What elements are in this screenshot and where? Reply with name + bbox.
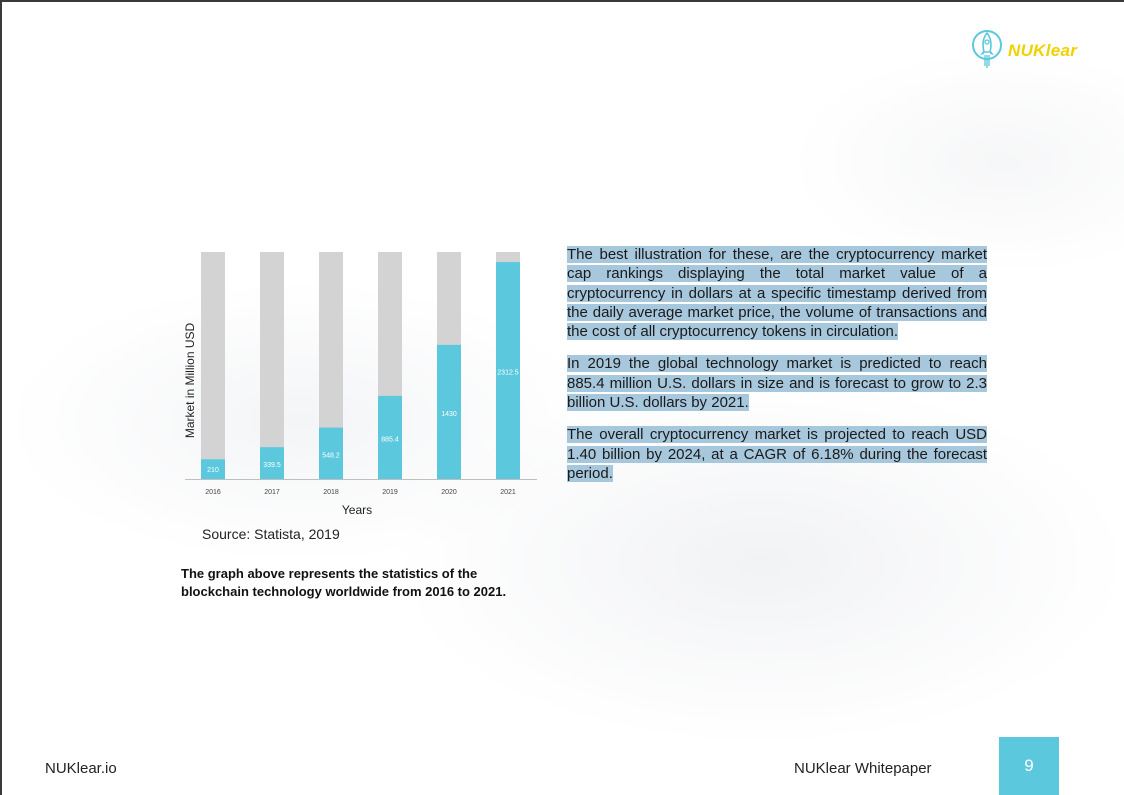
x-axis-label: Years [341, 503, 373, 517]
logo-text: NUKlear [1008, 40, 1078, 60]
x-tick-label: 2018 [323, 489, 339, 496]
chart-svg [177, 242, 547, 527]
footer-doc-title: NUKlear Whitepaper [794, 760, 932, 777]
footer-site-link[interactable]: NUKlear.io [45, 760, 117, 777]
x-tick-label: 2016 [205, 489, 221, 496]
highlighted-text[interactable]: The overall cryptocurrency market is projected to reach USD 1.40 billion by 2024, at a CAGR of 6.18% during the forecast period. [567, 426, 987, 482]
highlighted-text[interactable]: In 2019 the global technology market is predicted to reach 885.4 million U.S. dollars in size and is forecast to grow to 2.3 billion U.S. dollars by 2021. [567, 355, 987, 412]
x-tick-label: 2021 [500, 489, 516, 496]
x-tick-label: 2020 [441, 489, 457, 496]
bar-data-label: 339.5 [263, 462, 281, 470]
bar-data-label: 885.4 [381, 436, 399, 444]
bar-data-label: 2312.5 [497, 369, 519, 377]
chart-source: Source: Statista, 2019 [202, 526, 340, 542]
bar-background [201, 252, 225, 479]
paragraph-1 [567, 245, 987, 341]
bar-data-label: 210 [207, 467, 219, 475]
paragraph-2 [567, 354, 987, 412]
rocket-icon [970, 28, 1004, 73]
brand-logo[interactable] [970, 28, 1077, 73]
body-text-column [567, 245, 987, 496]
highlighted-text[interactable]: The best illustration for these, are the cryptocurrency market cap rankings displaying the total market value of a cryptocurrency in dollars at a specific timestamp derived from the daily average market price, the volume of transactions and the cost of all cryptocurrency tokens in circulation. [567, 246, 987, 341]
page-number: 9 [999, 737, 1059, 795]
paragraph-3 [567, 425, 987, 483]
market-bar-chart [177, 242, 547, 527]
bar-background [260, 252, 284, 479]
chart-caption: The graph above represents the statistics of the blockchain technology worldwide from 2016 to 2021. [181, 566, 507, 599]
y-axis-label: Market in Million USD [183, 322, 197, 439]
x-tick-label: 2019 [382, 489, 398, 496]
bar-data-label: 548.2 [322, 452, 340, 460]
x-tick-label: 2017 [264, 489, 280, 496]
bar-data-label: 1430 [441, 410, 457, 418]
